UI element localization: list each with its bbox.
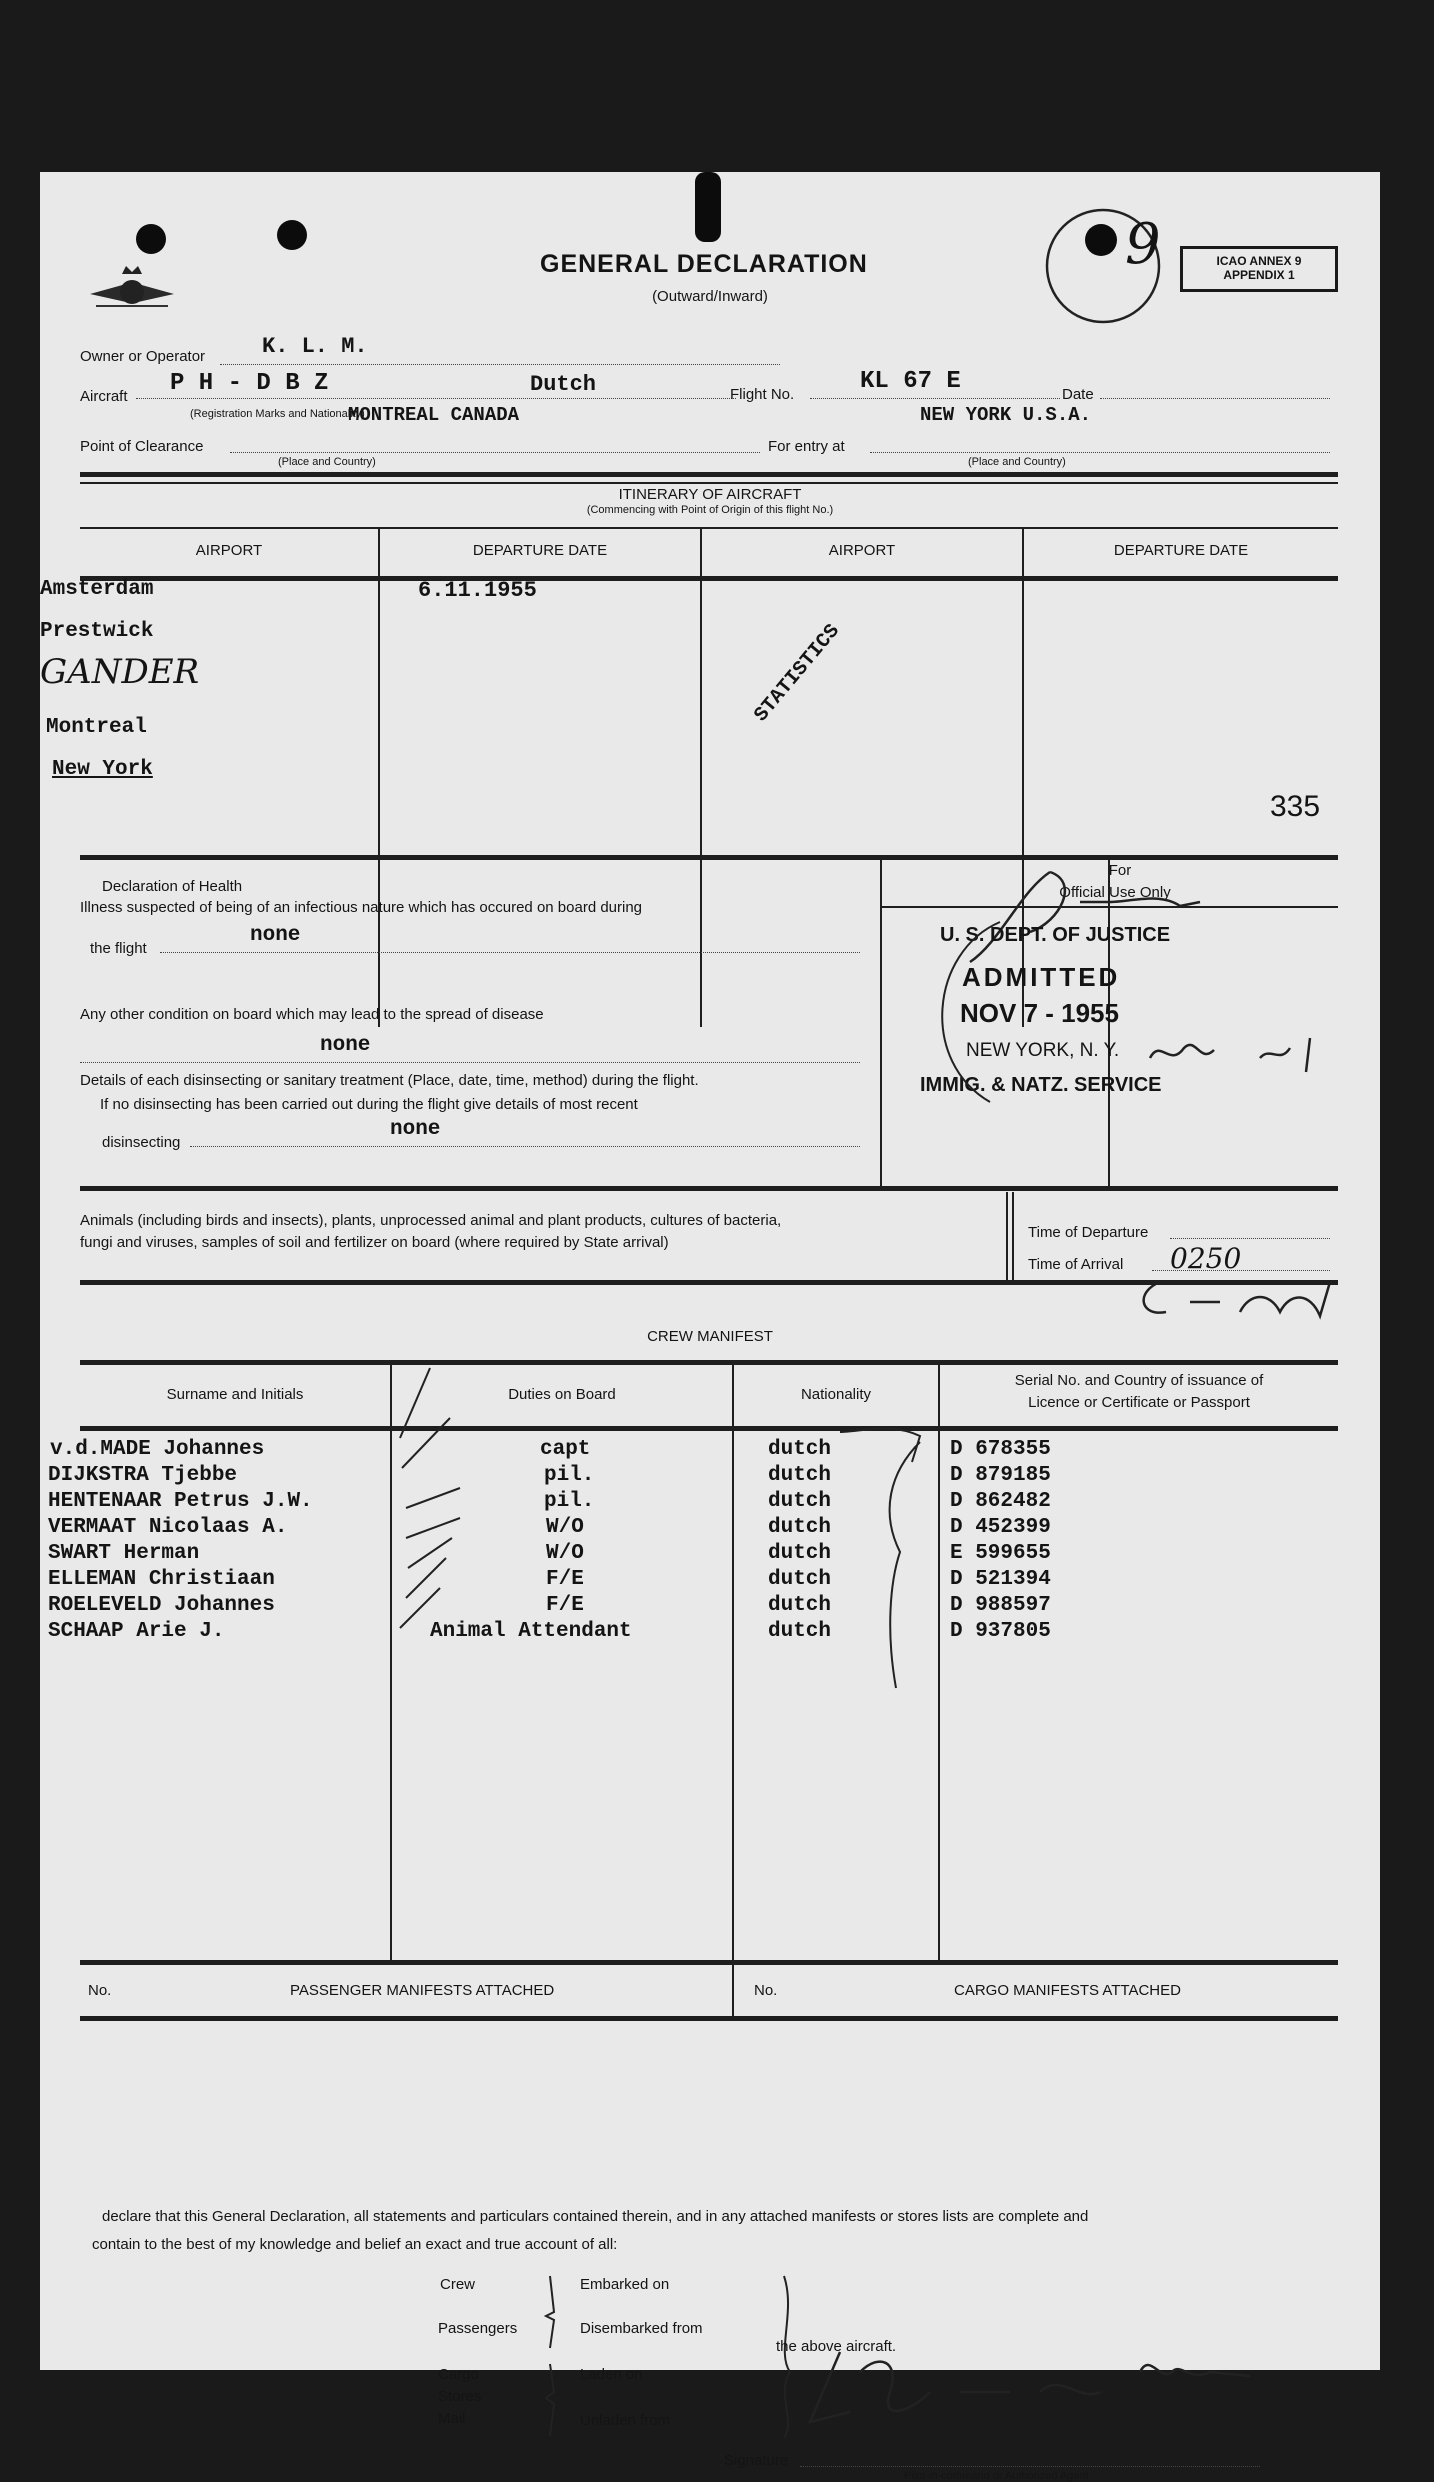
form-title: GENERAL DECLARATION <box>540 250 868 278</box>
owner-label: Owner or Operator <box>80 348 206 365</box>
statistics-stamp: STATISTICS <box>750 620 845 727</box>
itinerary-airport: Amsterdam <box>40 578 154 601</box>
form-subtitle: (Outward/Inward) <box>652 288 768 305</box>
crew-name: ELLEMAN Christiaan <box>48 1568 275 1591</box>
animals-divider <box>1012 1192 1014 1280</box>
cargo-no-label: No. <box>754 1982 778 1999</box>
crew-nationality: dutch <box>768 1594 832 1617</box>
itinerary-title: ITINERARY OF AIRCRAFT <box>618 486 802 503</box>
official-initials-scribble <box>1140 1028 1340 1078</box>
passenger-no-label: No. <box>88 1982 112 1999</box>
divider <box>80 2016 1338 2021</box>
health-divider <box>880 860 882 1186</box>
illness-label: Illness suspected of being of an infectious nature which has occured on board during <box>80 899 643 916</box>
declaration-braces <box>540 2272 800 2442</box>
disinsect-label: If no disinsecting has been carried out during the flight give details of most recent <box>100 1096 638 1113</box>
animals-divider <box>1006 1192 1008 1280</box>
crew-nationality: dutch <box>768 1620 832 1643</box>
decl-cargo: Cargo <box>438 2366 479 2383</box>
passenger-manifests: PASSENGER MANIFESTS ATTACHED <box>290 1982 555 1999</box>
icao-box <box>1180 246 1338 292</box>
crew-serial: E 599655 <box>950 1542 1051 1565</box>
date-line <box>1100 398 1330 399</box>
owner-line <box>220 364 780 365</box>
decl-unladen: Unladen from <box>580 2412 671 2429</box>
crew-name: SWART Herman <box>48 1542 200 1565</box>
col-airport: AIRPORT <box>195 542 263 559</box>
decl-disembarked: Disembarked from <box>580 2320 703 2337</box>
time-line <box>1170 1238 1330 1239</box>
itinerary-header-line <box>80 576 1338 581</box>
time-arrival-value: 0250 <box>1170 1242 1242 1275</box>
declaration-form <box>40 172 1380 2482</box>
animals-text: fungi and viruses, samples of soil and fertilizer on board (where required by State arrival) <box>80 1234 669 1251</box>
nationality-bracket <box>820 1412 960 1712</box>
disinsect-label: Details of each disinsecting or sanitary treatment (Place, date, time, method) during the flight. <box>80 1072 699 1089</box>
disinsect-line <box>190 1146 860 1147</box>
col-departure: DEPARTURE DATE <box>1113 542 1249 559</box>
flight-value: KL 67 E <box>860 368 961 395</box>
official-for: For <box>1108 862 1132 879</box>
crew-serial: D 521394 <box>950 1568 1051 1591</box>
crew-duty: capt <box>540 1438 591 1461</box>
punch-hole <box>695 172 721 242</box>
decl-laden: Laden on <box>580 2366 643 2383</box>
clearance-caption: (Place and Country) <box>278 456 376 468</box>
itinerary-airport: New York <box>52 758 153 781</box>
cargo-manifests: CARGO MANIFESTS ATTACHED <box>954 1982 1181 1999</box>
owner-value: K. L. M. <box>262 334 368 359</box>
time-departure-label: Time of Departure <box>1028 1224 1149 1241</box>
entry-value: NEW YORK U.S.A. <box>920 404 1092 426</box>
crew-col-serial: Licence or Certificate or Passport <box>1028 1394 1250 1411</box>
decl-embarked: Embarked on <box>580 2276 670 2293</box>
flight-label: Flight No. <box>730 386 795 403</box>
crew-serial: D 988597 <box>950 1594 1051 1617</box>
col-airport: AIRPORT <box>828 542 896 559</box>
stamp-line: IMMIG. & NATZ. SERVICE <box>920 1074 1162 1096</box>
registration-caption: (Registration Marks and Nationality) <box>190 408 365 420</box>
crew-header-line <box>80 1360 1338 1365</box>
manifest-divider <box>732 1962 734 2018</box>
disinsect-value: none <box>390 1118 441 1141</box>
departure-date: 6.11.1955 <box>418 578 537 603</box>
aircraft-line <box>136 398 736 399</box>
date-label: Date <box>1062 386 1094 403</box>
other-line <box>80 1062 860 1063</box>
crew-col-name: Surname and Initials <box>166 1386 304 1403</box>
stamp-date: NOV 7 - 1955 <box>960 998 1119 1028</box>
decl-stores: Stores <box>438 2388 482 2405</box>
crew-nationality: dutch <box>768 1516 832 1539</box>
crew-serial: D 452399 <box>950 1516 1051 1539</box>
other-value: none <box>320 1034 371 1057</box>
punch-hole <box>136 224 166 254</box>
flight-label: the flight <box>90 940 147 957</box>
aircraft-label: Aircraft <box>80 388 128 405</box>
crew-duty: pil. <box>544 1464 595 1487</box>
signature-label: Signature <box>724 2452 789 2469</box>
entry-label: For entry at <box>768 438 845 455</box>
crew-duty: F/E <box>546 1568 584 1591</box>
decl-mail: Mail <box>438 2410 466 2427</box>
crew-nationality: dutch <box>768 1464 832 1487</box>
divider <box>80 472 1338 477</box>
divider <box>80 1960 1338 1965</box>
crew-col-duties: Duties on Board <box>508 1386 616 1403</box>
crew-nationality: dutch <box>768 1438 832 1461</box>
col-departure: DEPARTURE DATE <box>472 542 608 559</box>
crew-col-divider <box>732 1360 734 1960</box>
divider <box>80 855 1338 860</box>
icao-line: ICAO ANNEX 9 <box>1216 254 1302 268</box>
crew-duty: Animal Attendant <box>430 1620 632 1643</box>
flight-line <box>810 398 1060 399</box>
decl-passengers: Passengers <box>438 2320 518 2337</box>
divider <box>80 1186 1338 1191</box>
crew-nationality: dutch <box>768 1568 832 1591</box>
decl-above-aircraft: the above aircraft. <box>776 2338 897 2355</box>
declaration-text: declare that this General Declaration, all statements and particulars contained therein, and in any attached manifests or stores lists are complete and <box>102 2208 1089 2225</box>
crew-serial: D 678355 <box>950 1438 1051 1461</box>
time-arrival-label: Time of Arrival <box>1028 1256 1124 1273</box>
entry-line <box>870 452 1330 453</box>
clearance-value: MONTREAL CANADA <box>348 404 520 426</box>
crew-check-marks <box>380 1358 500 1688</box>
pilot-signature <box>780 2332 1340 2442</box>
crew-name: HENTENAAR Petrus J.W. <box>48 1490 313 1513</box>
crew-name: SCHAAP Arie J. <box>48 1620 225 1643</box>
illness-line <box>160 952 860 953</box>
illness-value: none <box>250 924 301 947</box>
signature-caption: Pilot-in-command or Authorized Agent <box>904 2470 1089 2482</box>
itinerary-caption: (Commencing with Point of Origin of this flight No.) <box>586 504 834 516</box>
crew-duty: W/O <box>546 1516 584 1539</box>
registration-value: P H - D B Z <box>170 370 329 397</box>
stamp-arc <box>890 912 1010 1112</box>
divider <box>80 482 1338 484</box>
stamp-line: NEW YORK, N. Y. <box>966 1040 1120 1061</box>
circled-number: 9 <box>1125 212 1161 277</box>
itinerary-airport: Montreal <box>46 716 147 739</box>
crew-name: DIJKSTRA Tjebbe <box>48 1464 238 1487</box>
signature-line <box>800 2466 1260 2467</box>
itinerary-airport: Prestwick <box>40 620 154 643</box>
decl-crew: Crew <box>440 2276 476 2293</box>
itinerary-header-line <box>80 527 1338 529</box>
clearance-line <box>230 452 760 453</box>
stamp-admitted: ADMITTED <box>962 962 1121 992</box>
clearance-label: Point of Clearance <box>80 438 204 455</box>
animals-text: Animals (including birds and insects), plants, unprocessed animal and plant products, cultures of bacteria, <box>80 1212 782 1229</box>
crew-nationality: dutch <box>768 1542 832 1565</box>
crew-name: v.d.MADE Johannes <box>50 1438 265 1461</box>
divider <box>80 1280 1338 1285</box>
page-number: 335 <box>1270 790 1321 823</box>
health-title: Declaration of Health <box>102 878 243 895</box>
crew-serial: D 862482 <box>950 1490 1051 1513</box>
klm-emblem-icon <box>86 262 178 322</box>
official-label: Official Use Only <box>1059 884 1171 901</box>
crew-name: VERMAAT Nicolaas A. <box>48 1516 288 1539</box>
crew-serial: D 937805 <box>950 1620 1051 1643</box>
crew-nationality: dutch <box>768 1490 832 1513</box>
declaration-text: contain to the best of my knowledge and belief an exact and true account of all: <box>92 2236 618 2253</box>
disinsect-label: disinsecting <box>102 1134 181 1151</box>
itinerary-airport-handwritten: GANDER <box>40 652 200 692</box>
crew-serial: D 879185 <box>950 1464 1051 1487</box>
crew-title: CREW MANIFEST <box>647 1328 773 1345</box>
stamp-line: U. S. DEPT. OF JUSTICE <box>940 924 1171 946</box>
crew-duty: W/O <box>546 1542 584 1565</box>
punch-hole <box>277 220 307 250</box>
crew-col-serial: Serial No. and Country of issuance of <box>1014 1372 1264 1389</box>
crew-duty: F/E <box>546 1594 584 1617</box>
crew-header-line <box>80 1426 1338 1431</box>
crew-duty: pil. <box>544 1490 595 1513</box>
crew-name: ROELEVELD Johannes <box>48 1594 275 1617</box>
icao-line: APPENDIX 1 <box>1223 268 1295 282</box>
nationality-value: Dutch <box>530 372 597 397</box>
other-label: Any other condition on board which may lead to the spread of disease <box>80 1006 544 1023</box>
entry-caption: (Place and Country) <box>968 456 1066 468</box>
crew-col-nationality: Nationality <box>800 1386 872 1403</box>
